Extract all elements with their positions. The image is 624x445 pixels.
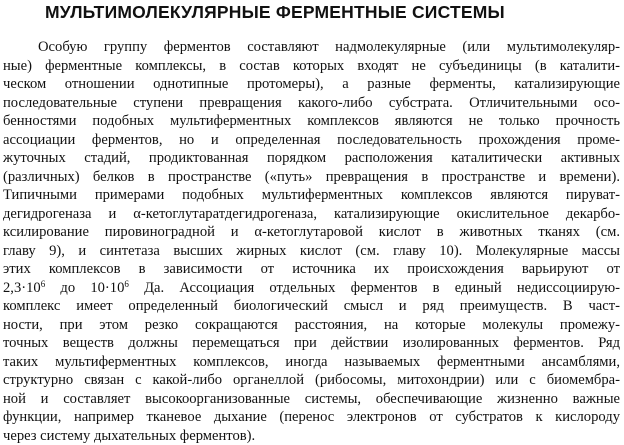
mass-low-exponent: 6 (41, 279, 46, 289)
text-line: главу 9), и синтетаза высших жирных кислот (см. главу 10). Молекулярные массы (3, 242, 620, 261)
text-line: Типичными примерами подобных мультиферментных комплексов являются пируват- (3, 186, 620, 205)
text-line: точных веществ должны перемещаться при действии изолированных ферментов. Ряд (3, 334, 620, 353)
text-line: ксилирование пировиноградной и α-кетоглутаровой кислот в животных тканях (см. (3, 223, 620, 242)
text-line: ческом отношении однотипные протомеры), а разные ферменты, катализирующие (3, 75, 620, 94)
body-paragraph (3, 38, 620, 445)
text-line: этих комплексов в зависимости от источника их происхождения варьируют от (3, 260, 620, 279)
text-line: дегидрогеназа и α-кетоглутаратдегидрогеназа, катализирующие окислительное декарбо- (3, 205, 620, 224)
mass-low: 2,3·10 (3, 280, 41, 296)
word-to: до (60, 280, 75, 296)
section-heading: МУЛЬТИМОЛЕКУЛЯРНЫЕ ФЕРМЕНТНЫЕ СИСТЕМЫ (45, 2, 505, 23)
text-line: комплекс имеет определенный биологический смысл и ряд преимуществ. В част- (3, 297, 620, 316)
text-line: ассоциации ферментов, но и определенная последовательность прохождения проме- (3, 131, 620, 150)
text-line: ные) ферментные комплексы, в состав которых входят не субъединицы (в каталити- (3, 57, 620, 76)
mass-high-exponent: 6 (124, 279, 129, 289)
text-line: функции, например тканевое дыхание (перенос электронов от субстратов к кислороду (3, 408, 620, 427)
mass-high: 10·10 (90, 280, 124, 296)
text-line: структурно связан с какой-либо органеллой (рибосомы, митохондрии) или с биомембра- (3, 371, 620, 390)
text-line: жуточных стадий, продиктованная порядком расположения каталитически активных (3, 149, 620, 168)
text-line: последовательные ступени превращения какого-либо субстрата. Отличительными осо- (3, 94, 620, 113)
text-line: ной и составляет высокоорганизованные системы, обеспечивающие жизненно важные (3, 390, 620, 409)
text-line: таких мультиферментных комплексов, иногда называемых ферментными ансамблями, (3, 353, 620, 372)
line-rest: Да. Ассоциация отдельных ферментов в единый недиссоциирую- (144, 280, 620, 296)
text-line: через систему дыхательных ферментов). (3, 427, 620, 445)
text-line: бенностями подобных мультиферментных комплексов являются не только прочность (3, 112, 620, 131)
text-line: (различных) белков в пространстве («путь» превращения в пространстве и времени). (3, 168, 620, 187)
text-line-molecular-mass (3, 279, 620, 298)
text-line: Особую группу ферментов составляют надмолекулярные (или мультимолекуляр- (3, 38, 620, 57)
text-line: ности, при этом резко сокращаются расстояния, на которые молекулы промежу- (3, 316, 620, 335)
